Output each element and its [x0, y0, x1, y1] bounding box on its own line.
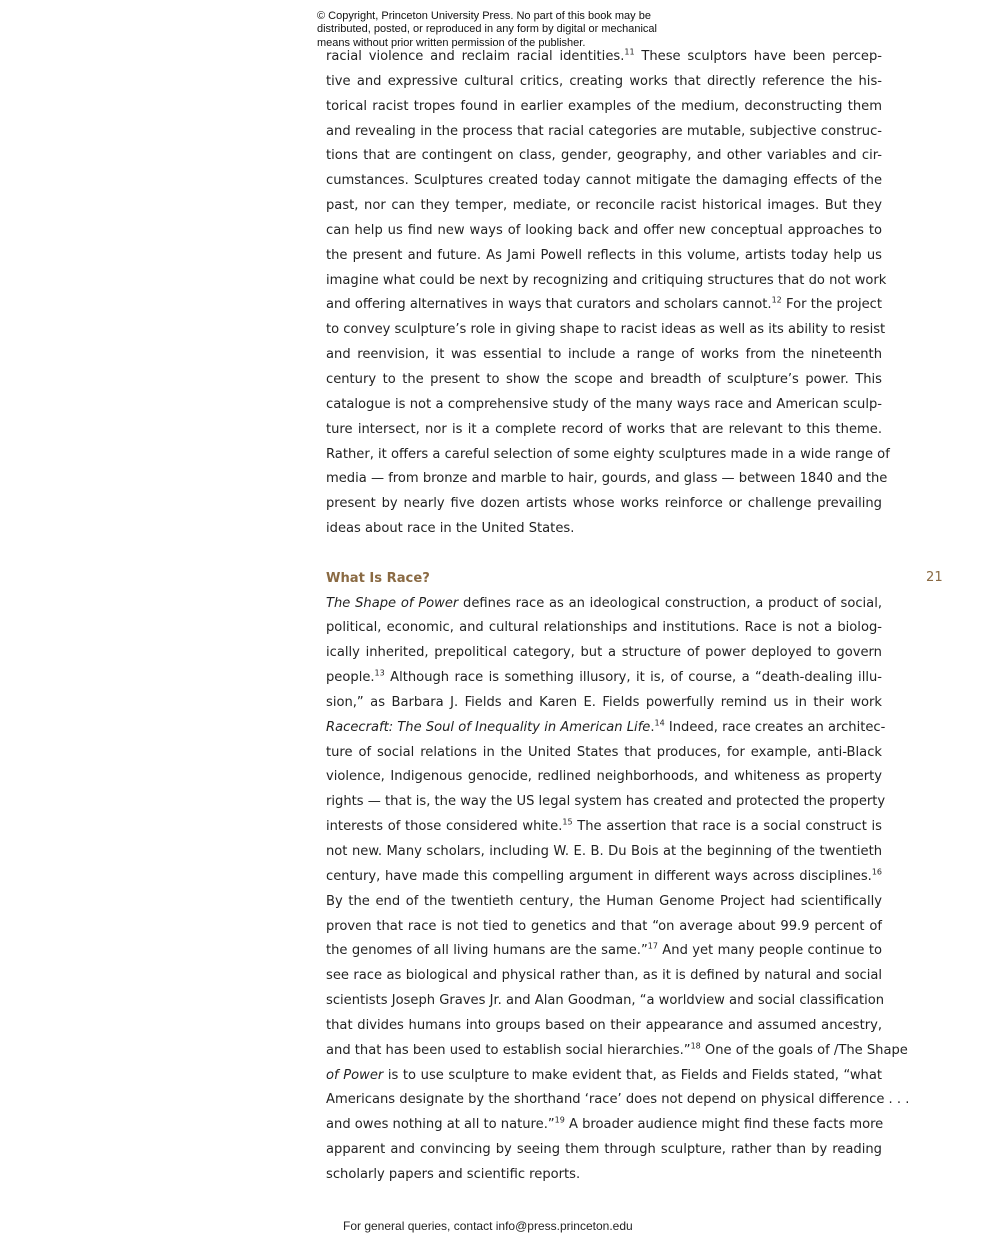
text-line: past, nor can they temper, mediate, or reconcile racist historical images. But they	[326, 198, 882, 214]
text-line: rights — that is, the way the US legal system has created and protected the property	[326, 794, 886, 810]
italic-title: The Shape of Power	[326, 595, 459, 611]
footer-contact: For general queries, contact info@press.princeton.edu	[343, 1219, 633, 1233]
text-line: scientists Joseph Graves Jr. and Alan Goodman, “a worldview and social classification	[326, 993, 885, 1009]
text-line: ideas about race in the United States.	[326, 521, 575, 537]
paragraph-continuation	[326, 45, 890, 542]
text-line: tions that are contingent on class, gender, geography, and other variables and cir-	[326, 148, 882, 164]
text-line: Americans designate by the shorthand ‘race’ does not depend on physical difference . . .	[326, 1092, 910, 1108]
text-line: century to the present to show the scope and breadth of sculpture’s power. This	[326, 371, 882, 387]
text-line: see race as biological and physical rather than, as it is defined by natural and social	[326, 968, 882, 984]
italic-title: of Power	[326, 1067, 384, 1083]
text-line: and owes nothing at all to nature.”$^{19}$ A broader audience might find these facts more	[326, 1115, 884, 1133]
text-line: to convey sculpture’s role in giving shape to racist ideas as well as its ability to resist	[326, 322, 886, 338]
footnote-ref: 14	[654, 718, 665, 728]
text-line: media — from bronze and marble to hair, gourds, and glass — between 1840 and the	[326, 471, 888, 487]
text-line: ture intersect, nor is it a complete record of works that are relevant to this theme.	[326, 421, 882, 437]
text-line: apparent and convincing by seeing them through sculpture, rather than by reading	[326, 1142, 882, 1158]
section-heading: What Is Race?	[326, 570, 430, 586]
text-line: sion,” as Barbara J. Fields and Karen E. Fields powerfully remind us in their work	[326, 694, 882, 710]
footnote-ref: 19	[554, 1115, 565, 1125]
footnote-ref: 15	[562, 817, 573, 827]
text-line: of Power is to use sculpture to make evident that, as Fields and Fields stated, “what	[326, 1067, 883, 1083]
text-line: and reenvision, it was essential to include a range of works from the nineteenth	[326, 347, 882, 363]
text-line: not new. Many scholars, including W. E. B. Du Bois at the beginning of the twentieth	[326, 844, 882, 859]
text-line: Rather, it offers a careful selection of some eighty sculptures made in a wide range of	[326, 446, 890, 462]
text-line: century, have made this compelling argument in different ways across disciplines.$^{16}$	[326, 867, 882, 884]
text-line: violence, Indigenous genocide, redlined neighborhoods, and whiteness as property	[326, 769, 882, 785]
footnote-ref: 16	[871, 867, 882, 877]
footnote-ref: 17	[647, 942, 658, 952]
text-line: that divides humans into groups based on their appearance and assumed ancestry,	[326, 1017, 882, 1033]
text-line: political, economic, and cultural relationships and institutions. Race is not a biolog-	[326, 620, 882, 636]
text-line: tive and expressive cultural critics, creating works that directly reference the his-	[326, 73, 882, 89]
text-line: The Shape of Power defines race as an ideological construction, a product of social,	[326, 595, 883, 611]
text-line: imagine what could be next by recognizing and critiquing structures that do not work	[326, 272, 887, 288]
text-line: Racecraft: The Soul of Inequality in American Life.$^{14}$ Indeed, race creates an architec-	[326, 718, 886, 735]
text-line: can help us find new ways of looking back and offer new conceptual approaches to	[326, 222, 882, 238]
body-text-column	[326, 45, 910, 1188]
text-line: people.$^{13}$ Although race is something illusory, it is, of course, a “death-dealing illu-	[326, 668, 882, 686]
text-line: interests of those considered white.$^{15}$ The assertion that race is a social construct is	[326, 817, 882, 835]
footnote-ref: 13	[374, 668, 385, 678]
italic-title: Racecraft: The Soul of Inequality in American Life	[326, 719, 651, 735]
text-line: ically inherited, prepolitical category, but a structure of power deployed to govern	[326, 645, 882, 661]
copyright-line: means without prior written permission of the publisher.	[317, 36, 586, 49]
footnote-ref: 12	[771, 296, 782, 306]
page-number: 21	[926, 570, 943, 585]
text-line: By the end of the twentieth century, the Human Genome Project had scientifically	[326, 893, 882, 909]
text-line: and that has been used to establish social hierarchies.”$^{18}$ One of the goals of /The Shape	[326, 1041, 908, 1058]
copyright-line: distributed, posted, or reproduced in any form by digital or mechanical	[317, 23, 657, 36]
text-line: cumstances. Sculptures created today cannot mitigate the damaging effects of the	[326, 173, 882, 189]
text-line: present by nearly five dozen artists whose works reinforce or challenge prevailing	[326, 496, 882, 512]
text-line: racial violence and reclaim racial identities.$^{11}$ These sculptors have been percep-	[326, 47, 882, 64]
text-line: and offering alternatives in ways that curators and scholars cannot.$^{12}$ For the project	[326, 296, 882, 313]
footnote-ref: 18	[690, 1041, 701, 1051]
section-gap	[326, 542, 882, 567]
text-line: ture of social relations in the United States that produces, for example, anti-Black	[326, 744, 882, 760]
text-line: proven that race is not tied to genetics and that “on average about 99.9 percent of	[326, 918, 882, 934]
footnote-ref: 11	[624, 47, 635, 57]
text-line: the present and future. As Jami Powell reflects in this volume, artists today help us	[326, 247, 882, 263]
text-line: the genomes of all living humans are the same.”$^{17}$ And yet many people continue to	[326, 942, 882, 959]
copyright-line: © Copyright, Princeton University Press. No part of this book may be	[317, 10, 651, 22]
text-line: and revealing in the process that racial categories are mutable, subjective construc-	[326, 123, 882, 139]
text-line: catalogue is not a comprehensive study of the many ways race and American sculp-	[326, 396, 882, 412]
text-line: scholarly papers and scientific reports.	[326, 1166, 581, 1182]
text-line: torical racist tropes found in earlier examples of the medium, deconstructing them	[326, 98, 882, 114]
paragraph-what-is-race	[326, 592, 910, 1188]
